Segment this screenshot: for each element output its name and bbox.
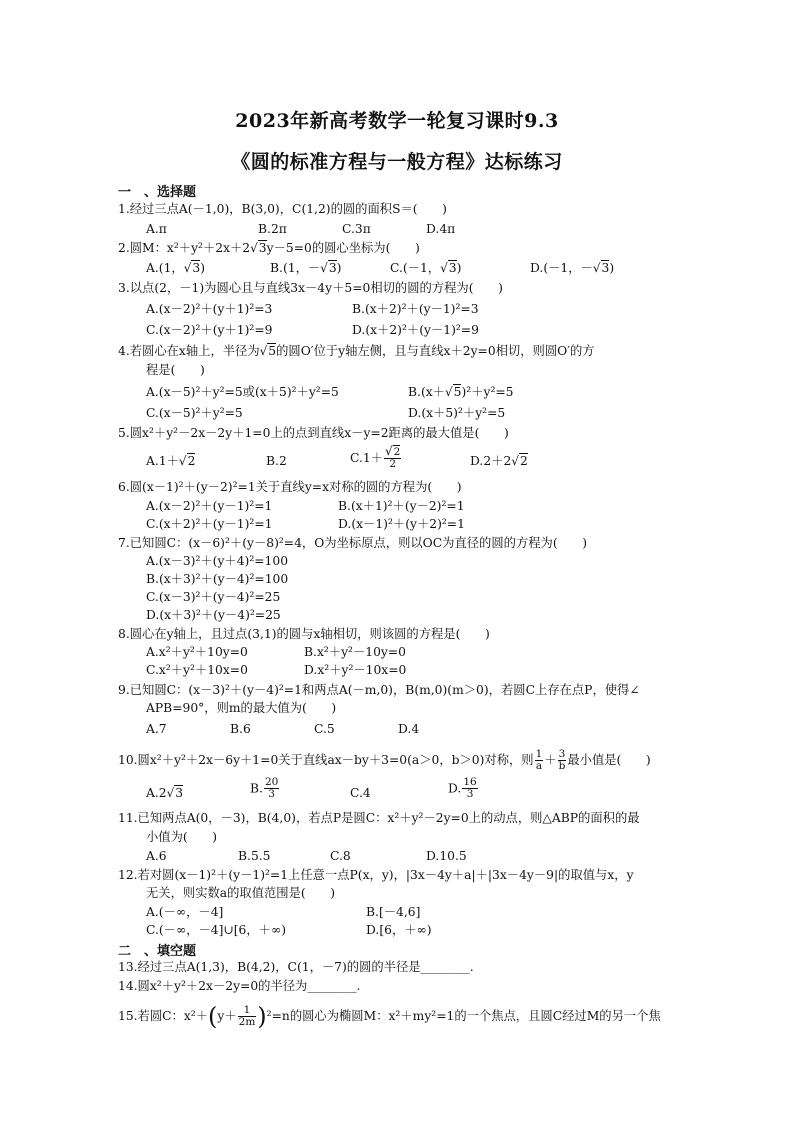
q9-option-c: C.5	[314, 722, 335, 736]
q11-option-c: C.8	[330, 849, 351, 863]
q3-option-d: D.(x＋2)²＋(y－1)²=9	[352, 323, 479, 337]
q8-option-a: A.x²＋y²＋10y=0	[146, 645, 248, 659]
radical-sign-icon: √	[250, 241, 258, 255]
q2-option-c: C.(－1，√3)	[390, 261, 462, 275]
q12-option-d: D.[6，＋∞)	[366, 923, 432, 937]
q9-option-b: B.6	[230, 722, 251, 736]
q12-option-a: A.(－∞，－4]	[146, 905, 224, 919]
radical-sign-icon: √	[166, 786, 175, 800]
q7-option-a: A.(x－3)²＋(y＋4)²=100	[146, 554, 289, 568]
q4-option-a: A.(x－5)²＋y²=5或(x＋5)²＋y²=5	[146, 385, 339, 399]
q5-c-fraction: $\frac{√2}{2}$	[385, 444, 401, 470]
question-9: 9.已知圆C：(x－3)²＋(y－4)²=1和两点A(－m,0)，B(m,0)(m＞0)，若圆C上存在点P，使得∠	[118, 683, 640, 697]
q10-b-fraction: $\frac{20}{3}$	[264, 776, 279, 800]
q4-option-c: C.(x－5)²＋y²=5	[146, 406, 243, 420]
radical-sign-icon: √	[259, 344, 268, 358]
radical-sign-icon: √	[178, 454, 187, 468]
q6-option-c: C.(x＋2)²＋(y－1)²=1	[146, 517, 273, 531]
question-15: 15.若圆C：x²＋(y＋ $\frac{1}{2m}$ )²=n的圆心为椭圆M：x²＋my²=1的一个焦点，且圆C经过M的另一个焦	[118, 1002, 661, 1031]
question-6: 6.圆(x－1)²＋(y－2)²=1关于直线y=x对称的圆的方程为( )	[118, 480, 462, 494]
question-11-continued: 小值为( )	[146, 830, 218, 844]
q5-option-a: A.1＋√2	[146, 454, 196, 468]
q10-fraction-2: $\frac{3}{b}$	[558, 748, 566, 772]
q1-option-a: A.π	[146, 222, 167, 236]
q2-radicand: 3	[258, 241, 267, 255]
q4-option-b: B.(x＋√5)²＋y²=5	[408, 385, 514, 399]
q1-option-b: B.2π	[258, 222, 287, 236]
question-2	[118, 240, 420, 256]
radical-sign-icon: √	[511, 454, 519, 468]
question-9-continued: APB=90°，则m的最大值为( )	[146, 701, 337, 715]
q8-option-b: B.x²＋y²－10y=0	[304, 645, 407, 659]
q2-stem-pre: 2.圆M：x²＋y²＋2x＋2	[118, 241, 251, 255]
question-13: 13.经过三点A(1,3)，B(4,2)，C(1，－7)的圆的半径是________.	[118, 960, 474, 974]
q1-option-d: D.4π	[426, 222, 456, 236]
q11-option-b: B.5.5	[238, 849, 271, 863]
q11-option-d: D.10.5	[426, 849, 467, 863]
section-heading-fill: 二 、填空题	[118, 944, 197, 959]
q6-option-b: B.(x＋1)²＋(y－2)²=1	[338, 499, 465, 513]
q15-fraction: $\frac{1}{2m}$	[238, 1004, 256, 1028]
radical-sign-icon: √	[440, 261, 448, 275]
question-5: 5.圆x²＋y²－2x－2y＋1=0上的点到直线x－y=2距离的最大值是( )	[118, 426, 509, 440]
q3-option-b: B.(x＋2)²＋(y－1)²=3	[352, 302, 479, 316]
q8-option-c: C.x²＋y²＋10x=0	[146, 663, 248, 677]
section-heading-choice: 一 、选择题	[118, 185, 197, 200]
q2-option-d: D.(－1，－√3)	[530, 261, 615, 275]
q4-option-d: D.(x＋5)²＋y²=5	[408, 406, 506, 420]
question-12: 12.若对圆(x－1)²＋(y－1)²=1上任意一点P(x，y)，|3x－4y＋a|＋|3x－4y－9|的取值与x，y	[118, 868, 634, 882]
q10-option-b: B. $\frac{20}{3}$	[250, 776, 279, 800]
question-14: 14.圆x²＋y²＋2x－2y=0的半径为________.	[118, 979, 361, 993]
q11-option-a: A.6	[146, 849, 167, 863]
q12-option-b: B.[－4,6]	[366, 905, 421, 919]
question-8: 8.圆心在y轴上，且过点(3,1)的圆与x轴相切，则该圆的方程是( )	[118, 627, 490, 641]
q5-option-c: C.1＋ $\frac{√2}{2}$	[350, 444, 401, 470]
q10-d-fraction: $\frac{16}{3}$	[463, 776, 477, 800]
q2-stem-post: y－5=0的圆心坐标为( )	[266, 241, 420, 255]
q6-option-a: A.(x－2)²＋(y－1)²=1	[146, 499, 273, 513]
q9-option-a: A.7	[146, 722, 167, 736]
page-title: 2023年新高考数学一轮复习课时9.3	[235, 110, 559, 132]
question-4: 4.若圆心在x轴上，半径为√5的圆O′位于y轴左侧，且与直线x＋2y=0相切，则圆O′的方	[118, 344, 595, 358]
q10-option-d: D. $\frac{16}{3}$	[448, 776, 477, 800]
q7-option-b: B.(x＋3)²＋(y－4)²=100	[146, 572, 289, 586]
q2-option-b: B.(1，－√3)	[270, 261, 342, 275]
q10-fraction-1: $\frac{1}{a}$	[535, 748, 543, 772]
question-10: 10.圆x²＋y²＋2x－6y＋1=0关于直线ax－by＋3=0(a＞0，b＞0)对称，则 $\frac{1}{a}$ ＋ $\frac{3}{b}$ 最小值是( )	[118, 748, 651, 772]
q6-option-d: D.(x－1)²＋(y＋2)²=1	[338, 517, 465, 531]
q10-option-a: A.2√3	[146, 786, 184, 800]
page-subtitle: 《圆的标准方程与一般方程》达标练习	[231, 151, 563, 173]
q7-option-c: C.(x－3)²＋(y－4)²=25	[146, 590, 281, 604]
radical-sign-icon: √	[183, 261, 192, 275]
radical-sign-icon: √	[385, 444, 393, 458]
q5-option-d: D.2＋2√2	[470, 454, 528, 468]
q10-option-c: C.4	[350, 786, 371, 800]
question-12-continued: 无关，则实数a的取值范围是( )	[146, 886, 336, 900]
q9-option-d: D.4	[398, 722, 420, 736]
q3-option-a: A.(x－2)²＋(y＋1)²=3	[146, 302, 273, 316]
radical-sign-icon: √	[320, 261, 328, 275]
q8-option-d: D.x²＋y²－10x=0	[304, 663, 407, 677]
question-3: 3.以点(2，－1)为圆心且与直线3x－4y＋5=0相切的圆的方程为( )	[118, 281, 503, 295]
question-4-continued: 程是( )	[146, 363, 205, 377]
q12-option-c: C.(－∞，－4]∪[6，＋∞)	[146, 923, 286, 937]
q2-option-a: A.(1，√3)	[146, 261, 206, 275]
question-11: 11.已知两点A(0，－3)，B(4,0)，若点P是圆C：x²＋y²－2y=0上的动点，则△ABP的面积的最	[118, 811, 640, 825]
q7-option-d: D.(x＋3)²＋(y－4)²=25	[146, 608, 281, 622]
q3-option-c: C.(x－2)²＋(y＋1)²=9	[146, 323, 273, 337]
q5-option-b: B.2	[266, 454, 287, 468]
question-1: 1.经过三点A(－1,0)，B(3,0)，C(1,2)的圆的面积S＝( )	[118, 202, 447, 216]
question-7: 7.已知圆C：(x－6)²＋(y－8)²=4，O为坐标原点，则以OC为直径的圆的方程为( )	[118, 536, 588, 550]
radical-sign-icon: √	[592, 261, 601, 275]
radical-sign-icon: √	[444, 385, 453, 399]
q1-option-c: C.3π	[342, 222, 371, 236]
